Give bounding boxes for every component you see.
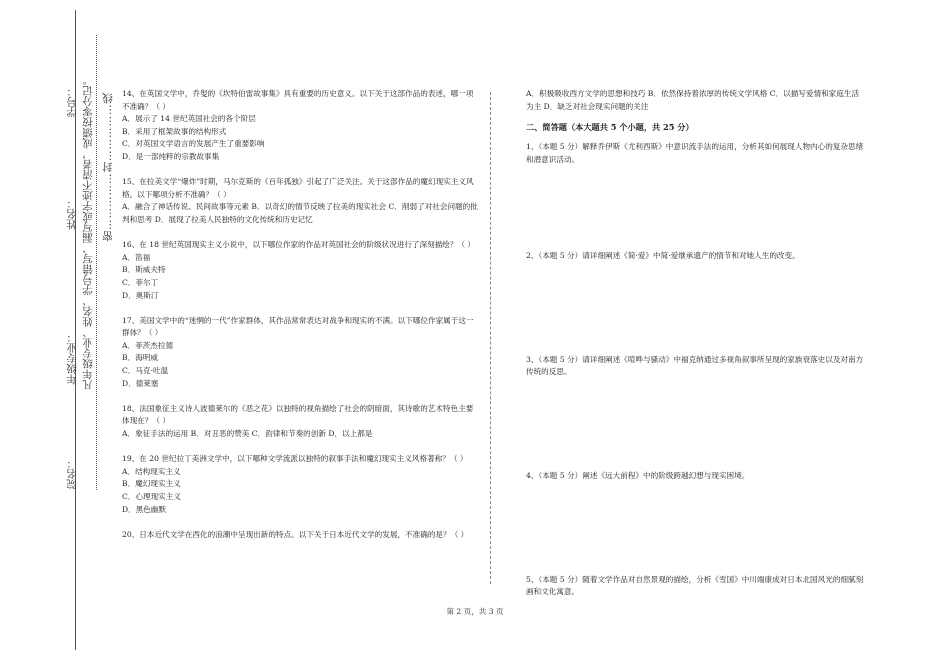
question-19-option-b: B．魔幻现实主义 <box>122 479 181 489</box>
question-19-stem: 19、在 20 世纪拉丁美洲文学中，以下哪种文学流派以独特的叙事手法和魔幻现实主义风格著称？（ ） <box>122 454 468 464</box>
question-14-stem: 14、在英国文学中，乔叟的《坎特伯雷故事集》具有重要的历史意义。以下关于这部作品的表述，哪一项不准确？（ ） <box>122 89 474 111</box>
question-19-option-d: D．黑色幽默 <box>122 504 167 514</box>
question-20-stem: 20、日本近代文学在西化的浪潮中呈现出新的特点。以下关于日本近代文学的发展，不准确的是？（ ） <box>122 529 469 539</box>
question-17-option-a: A．菲茨杰拉德 <box>122 340 174 350</box>
question-15-options: A．融合了神话传说、民间故事等元素 B．以奇幻的情节反映了拉美的现实社会 C．削弱了对社会问题的批判和思考 D．展现了拉美人民独特的文化传统和历史记忆 <box>122 202 478 224</box>
question-19 <box>122 453 480 516</box>
short-answer-1: 1、（本题 5 分）解释乔伊斯《尤利西斯》中意识流手法的运用，分析其如何展现人物内心的复杂思绪和潜意识活动。 <box>526 142 864 164</box>
question-17-stem: 17、美国文学中的“迷惘的一代”作家群体，其作品常常表达对战争和现实的不满。以下哪位作家属于这一群体？（ ） <box>122 315 474 338</box>
question-16-stem: 16、在 18 世纪英国现实主义小说中，以下哪位作家的作品对英国社会的阶级状况进行了深刻描绘？（ ） <box>122 240 476 250</box>
question-14-option-c: C．对英国文学语言的发展产生了重要影响 <box>122 139 265 149</box>
question-16 <box>122 239 480 302</box>
short-answer-5: 5、（本题 5 分）随着文学作品对自然景观的描绘，分析《雪国》中川端康成对日本北国风光的细腻刻画和文化寓意。 <box>526 574 864 597</box>
question-14-option-b: B．采用了框架故事的结构形式 <box>122 126 227 136</box>
question-19-option-a: A．结构现实主义 <box>122 466 181 476</box>
question-15-stem: 15、在拉美文学“爆炸”时期，马尔克斯的《百年孤独》引起了广泛关注。关于这部作品的魔幻现实主义风格，以下哪项分析不准确？（ ） <box>122 177 474 199</box>
grade-major-label: 年级专业： <box>66 332 78 385</box>
student-id-label: 学号： <box>66 86 78 118</box>
left-column <box>122 88 480 541</box>
question-16-option-b: B．斯威夫特 <box>122 265 166 275</box>
binding-warning-text: 凡年级专业、姓名、学号错写、漏写或字迹不清者，成绩按零分记。 <box>82 75 94 390</box>
question-16-option-a: A．笛福 <box>122 252 151 262</box>
short-answer-3: 3、（本题 5 分）请详细阐述《喧哗与骚动》中福克纳通过多视角叙事所呈现的家族衰落史以及对南方传统的反思。 <box>526 354 864 377</box>
question-18 <box>122 403 480 441</box>
section-title-short-answer: 二、简答题（本大题共 5 个小题，共 25 分） <box>526 122 694 133</box>
question-14-option-d: D．是一部纯粹的宗教故事集 <box>122 151 220 161</box>
column-divider <box>490 92 491 584</box>
question-17-option-b: B．海明威 <box>122 353 158 363</box>
question-17-option-c: C．马克·吐温 <box>122 366 169 376</box>
page-footer: 第 2 页，共 3 页 <box>446 607 504 616</box>
question-15 <box>122 176 480 226</box>
question-20-options: A．积极吸收西方文学的思想和技巧 B．依然保持着浓厚的传统文学风格 C．以描写爱情和家庭生活为主 D．缺乏对社会现实问题的关注 <box>526 89 860 111</box>
right-column <box>526 88 866 606</box>
question-18-options: A．象征手法的运用 B．对丑恶的赞美 C．韵律和节奏的创新 D．以上都是 <box>122 429 373 439</box>
question-19-option-c: C．心理现实主义 <box>122 492 181 501</box>
school-label: 院名： <box>66 458 78 490</box>
short-answer-2: 2、（本题 5 分）请详细阐述《简·爱》中简·爱继承遗产的情节和对她人生的改变。 <box>526 250 800 260</box>
question-17 <box>122 315 480 391</box>
binding-dotted-line <box>96 35 97 490</box>
question-16-option-d: D．奥斯汀 <box>122 290 159 300</box>
binding-margin <box>0 0 114 672</box>
short-answer-4: 4、（本题 5 分）阐述《远大前程》中的阶级跨越幻想与现实困境。 <box>526 470 750 480</box>
question-14 <box>122 88 480 164</box>
binding-seal-line-text: 密……………封……………线 <box>102 92 114 242</box>
question-14-option-a: A．展示了 14 世纪英国社会的各个阶层 <box>122 114 256 124</box>
question-20 <box>122 529 480 542</box>
question-18-stem: 18、法国象征主义诗人波德莱尔的《恶之花》以独特的视角描绘了社会的阴暗面，其诗歌的艺术特色主要体现在？（ ） <box>122 403 474 426</box>
name-label: 姓名： <box>66 198 78 230</box>
question-16-option-c: C．菲尔丁 <box>122 277 159 287</box>
question-17-option-d: D．德莱塞 <box>122 378 159 388</box>
